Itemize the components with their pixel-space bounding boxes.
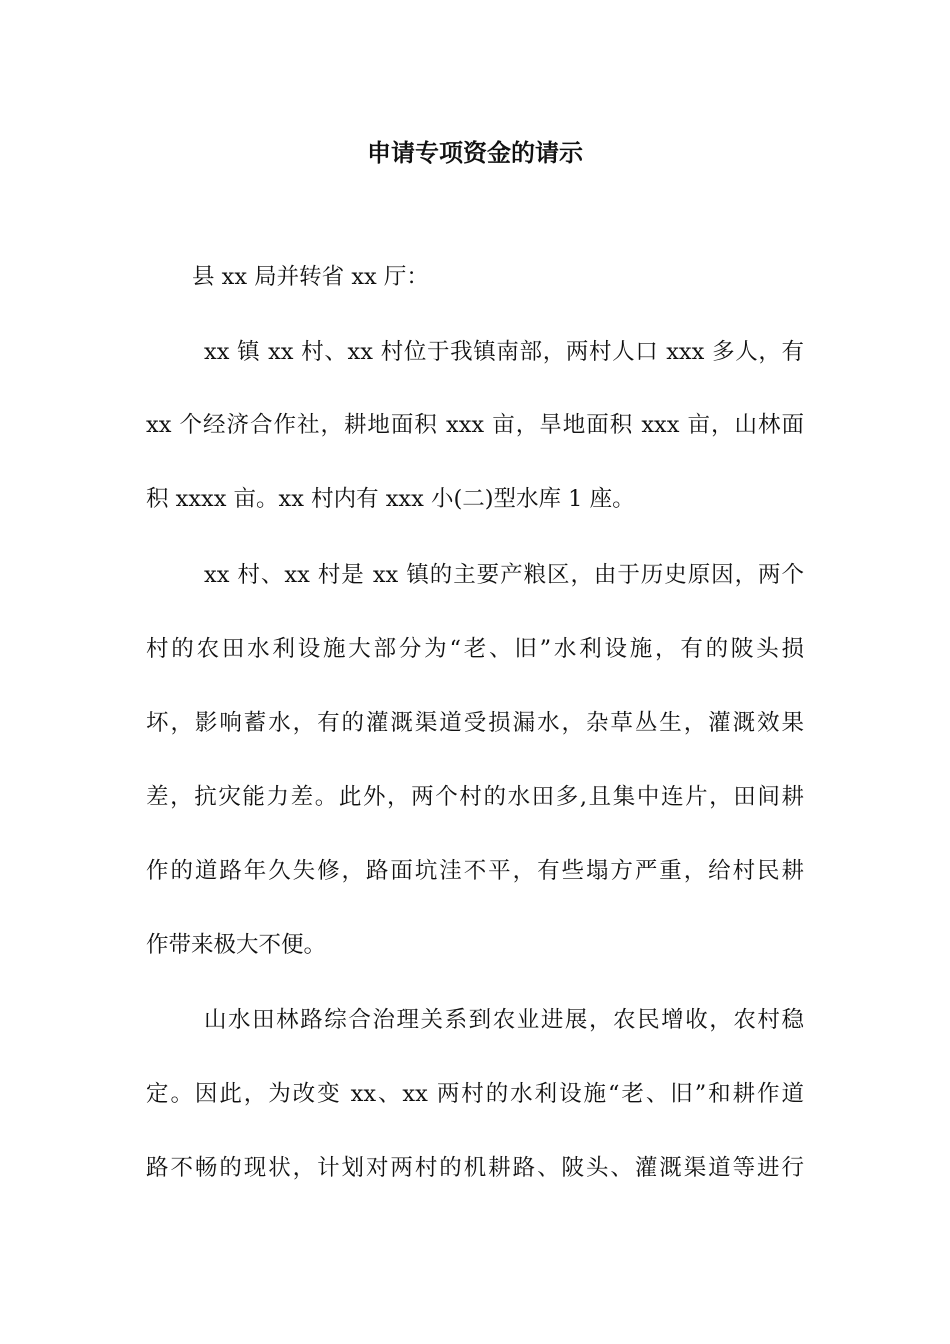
paragraph-3-line-3: 路不畅的现状，计划对两村的机耕路、陂头、灌溉渠道等进行 xyxy=(146,1155,804,1181)
document-title: 申请专项资金的请示 xyxy=(367,138,583,167)
paragraph-1-line-3: 积 xxxx 亩。xx 村内有 xxx 小(二)型水库 1 座。 xyxy=(146,486,635,512)
paragraph-1-line-1: xx 镇 xx 村、xx 村位于我镇南部，两村人口 xxx 多人，有 xyxy=(204,339,804,365)
paragraph-2-line-4: 差，抗灾能力差。此外，两个村的水田多,且集中连片，田间耕 xyxy=(146,784,804,810)
paragraph-2-line-6: 作带来极大不便。 xyxy=(146,932,327,958)
paragraph-2-line-1: xx 村、xx 村是 xx 镇的主要产粮区，由于历史原因，两个 xyxy=(204,562,804,588)
salutation: 县 xx 局并转省 xx 厅： xyxy=(192,264,429,290)
paragraph-2-line-2: 村的农田水利设施大部分为“老、旧”水利设施，有的陂头损 xyxy=(146,636,804,662)
paragraph-3-line-2: 定。因此，为改变 xx、xx 两村的水利设施“老、旧”和耕作道 xyxy=(146,1081,804,1107)
paragraph-2-line-3: 坏，影响蓄水，有的灌溉渠道受损漏水，杂草丛生，灌溉效果 xyxy=(146,710,804,736)
paragraph-1-line-2: xx 个经济合作社，耕地面积 xxx 亩，旱地面积 xxx 亩，山林面 xyxy=(146,412,804,438)
paragraph-2-line-5: 作的道路年久失修，路面坑洼不平，有些塌方严重，给村民耕 xyxy=(146,858,804,884)
paragraph-3-line-1: 山水田林路综合治理关系到农业进展，农民增收，农村稳 xyxy=(204,1007,804,1033)
